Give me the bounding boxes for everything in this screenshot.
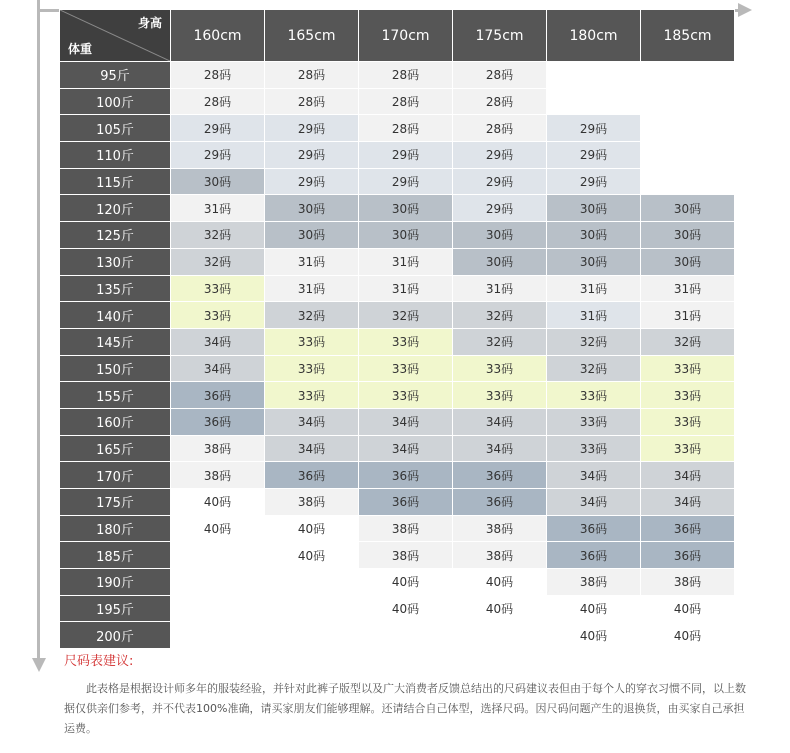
size-cell: 34码 — [641, 489, 735, 516]
table-row — [60, 515, 735, 542]
table-row — [60, 595, 735, 622]
size-cell: 28码 — [171, 88, 265, 115]
size-cell — [359, 622, 453, 649]
size-cell — [641, 115, 735, 142]
size-cell: 30码 — [359, 195, 453, 222]
size-cell: 34码 — [453, 408, 547, 435]
size-cell: 38码 — [453, 542, 547, 569]
size-cell: 32码 — [641, 328, 735, 355]
size-cell — [265, 569, 359, 596]
size-cell: 31码 — [547, 302, 641, 329]
height-axis-label: 身高 — [137, 16, 162, 30]
size-cell: 33码 — [453, 355, 547, 382]
table-row — [60, 88, 735, 115]
size-cell: 38码 — [547, 569, 641, 596]
size-cell: 31码 — [547, 275, 641, 302]
table-row — [60, 302, 735, 329]
table-row — [60, 275, 735, 302]
size-cell: 36码 — [359, 489, 453, 516]
size-cell: 40码 — [359, 595, 453, 622]
size-cell: 33码 — [641, 382, 735, 409]
size-cell: 40码 — [547, 595, 641, 622]
table-row — [60, 142, 735, 169]
size-cell: 33码 — [171, 302, 265, 329]
height-column-header: 180cm — [547, 10, 641, 62]
weight-row-header: 155斤 — [60, 382, 171, 409]
size-cell: 38码 — [171, 462, 265, 489]
weight-axis-label: 体重 — [68, 42, 93, 56]
table-row — [60, 489, 735, 516]
size-cell: 29码 — [547, 115, 641, 142]
header-row — [60, 10, 735, 62]
size-cell: 33码 — [359, 355, 453, 382]
weight-row-header: 105斤 — [60, 115, 171, 142]
weight-row-header: 130斤 — [60, 248, 171, 275]
size-cell: 36码 — [453, 462, 547, 489]
size-cell: 34码 — [453, 435, 547, 462]
size-advice-note — [64, 650, 754, 739]
size-cell: 28码 — [359, 88, 453, 115]
size-cell: 28码 — [453, 115, 547, 142]
size-cell: 31码 — [641, 275, 735, 302]
size-cell: 36码 — [641, 542, 735, 569]
size-cell: 33码 — [359, 382, 453, 409]
size-cell: 36码 — [265, 462, 359, 489]
weight-row-header: 160斤 — [60, 408, 171, 435]
size-cell: 31码 — [359, 275, 453, 302]
size-cell: 29码 — [453, 142, 547, 169]
size-cell: 29码 — [265, 142, 359, 169]
size-cell: 31码 — [453, 275, 547, 302]
height-column-header: 175cm — [453, 10, 547, 62]
table-row — [60, 62, 735, 89]
weight-row-header: 120斤 — [60, 195, 171, 222]
size-cell: 29码 — [265, 168, 359, 195]
weight-row-header: 200斤 — [60, 622, 171, 649]
size-cell: 28码 — [265, 88, 359, 115]
size-cell: 36码 — [359, 462, 453, 489]
size-cell: 30码 — [171, 168, 265, 195]
weight-row-header: 175斤 — [60, 489, 171, 516]
size-cell: 29码 — [171, 142, 265, 169]
size-cell: 38码 — [641, 569, 735, 596]
size-cell — [171, 542, 265, 569]
size-cell: 33码 — [641, 435, 735, 462]
weight-row-header: 150斤 — [60, 355, 171, 382]
size-cell: 34码 — [171, 328, 265, 355]
weight-row-header: 115斤 — [60, 168, 171, 195]
size-cell: 38码 — [453, 515, 547, 542]
size-cell — [641, 142, 735, 169]
size-cell: 33码 — [453, 382, 547, 409]
size-cell: 29码 — [359, 142, 453, 169]
size-cell: 40码 — [547, 622, 641, 649]
weight-row-header: 195斤 — [60, 595, 171, 622]
size-cell: 36码 — [547, 515, 641, 542]
size-cell: 31码 — [641, 302, 735, 329]
size-cell: 38码 — [265, 489, 359, 516]
size-cell: 38码 — [359, 542, 453, 569]
size-cell — [641, 62, 735, 89]
size-cell: 33码 — [641, 355, 735, 382]
size-cell — [641, 168, 735, 195]
size-cell: 29码 — [453, 195, 547, 222]
size-cell: 34码 — [171, 355, 265, 382]
size-cell: 29码 — [265, 115, 359, 142]
weight-row-header: 170斤 — [60, 462, 171, 489]
size-cell: 31码 — [171, 195, 265, 222]
weight-row-header: 95斤 — [60, 62, 171, 89]
note-body: 此表格是根据设计师多年的服装经验，并针对此裤子版型以及广大消费者反馈总结出的尺码建议表但由于每个人的穿衣习惯不同，以上数据仅供亲们参考，并不代表100%准确，请买家朋友们能够理解。还请结合自己体型，选择尺码。因尺码问题产生的退换货，由买家自己承担运费。 — [64, 682, 746, 735]
size-cell: 38码 — [359, 515, 453, 542]
size-cell: 33码 — [641, 408, 735, 435]
size-cell: 30码 — [547, 222, 641, 249]
weight-row-header: 140斤 — [60, 302, 171, 329]
size-cell: 29码 — [547, 168, 641, 195]
size-cell: 33码 — [547, 382, 641, 409]
size-cell — [265, 622, 359, 649]
size-cell: 31码 — [265, 275, 359, 302]
corner-header — [60, 10, 171, 62]
size-cell — [171, 622, 265, 649]
size-cell: 30码 — [547, 248, 641, 275]
size-cell: 28码 — [265, 62, 359, 89]
size-cell: 36码 — [171, 408, 265, 435]
size-cell: 30码 — [265, 195, 359, 222]
down-arrow-icon — [32, 658, 46, 672]
size-cell: 40码 — [641, 622, 735, 649]
size-cell — [265, 595, 359, 622]
table-row — [60, 542, 735, 569]
size-cell: 40码 — [265, 515, 359, 542]
table-row — [60, 222, 735, 249]
size-cell: 36码 — [641, 515, 735, 542]
size-cell: 36码 — [171, 382, 265, 409]
size-cell: 40码 — [171, 515, 265, 542]
size-cell: 40码 — [641, 595, 735, 622]
size-cell: 31码 — [265, 248, 359, 275]
weight-row-header: 180斤 — [60, 515, 171, 542]
size-chart-body — [60, 62, 735, 649]
size-cell: 28码 — [453, 88, 547, 115]
size-cell: 29码 — [359, 168, 453, 195]
size-cell: 38码 — [171, 435, 265, 462]
size-cell — [171, 595, 265, 622]
size-cell: 28码 — [359, 62, 453, 89]
size-chart-table — [59, 9, 735, 649]
size-cell: 40码 — [453, 595, 547, 622]
size-cell: 34码 — [265, 408, 359, 435]
size-cell: 33码 — [265, 355, 359, 382]
size-cell: 40码 — [453, 569, 547, 596]
size-cell: 33码 — [265, 382, 359, 409]
height-column-header: 170cm — [359, 10, 453, 62]
size-cell: 33码 — [171, 275, 265, 302]
size-cell: 34码 — [359, 408, 453, 435]
size-cell: 29码 — [453, 168, 547, 195]
size-cell: 34码 — [359, 435, 453, 462]
size-cell — [641, 88, 735, 115]
size-cell: 32码 — [171, 222, 265, 249]
weight-row-header: 110斤 — [60, 142, 171, 169]
table-row — [60, 115, 735, 142]
size-cell: 32码 — [547, 328, 641, 355]
size-cell — [453, 622, 547, 649]
size-cell: 33码 — [547, 435, 641, 462]
table-row — [60, 328, 735, 355]
size-cell: 33码 — [265, 328, 359, 355]
size-cell: 36码 — [547, 542, 641, 569]
size-cell: 30码 — [265, 222, 359, 249]
height-column-header: 185cm — [641, 10, 735, 62]
size-cell — [547, 62, 641, 89]
size-cell: 40码 — [265, 542, 359, 569]
size-cell: 34码 — [547, 489, 641, 516]
size-cell: 30码 — [453, 248, 547, 275]
table-row — [60, 462, 735, 489]
size-cell: 32码 — [547, 355, 641, 382]
size-cell: 34码 — [265, 435, 359, 462]
right-arrow-icon — [738, 3, 752, 17]
size-cell: 30码 — [359, 222, 453, 249]
table-row — [60, 622, 735, 649]
size-cell: 28码 — [171, 62, 265, 89]
size-cell: 29码 — [171, 115, 265, 142]
table-row — [60, 408, 735, 435]
vertical-arrow-line — [37, 0, 40, 660]
size-cell — [547, 88, 641, 115]
weight-row-header: 165斤 — [60, 435, 171, 462]
size-cell — [171, 569, 265, 596]
weight-row-header: 145斤 — [60, 328, 171, 355]
size-cell: 30码 — [641, 195, 735, 222]
size-cell: 29码 — [547, 142, 641, 169]
note-title: 尺码表建议: — [64, 654, 134, 669]
weight-row-header: 125斤 — [60, 222, 171, 249]
weight-row-header: 100斤 — [60, 88, 171, 115]
size-cell: 34码 — [641, 462, 735, 489]
table-row — [60, 382, 735, 409]
table-row — [60, 569, 735, 596]
size-cell: 28码 — [453, 62, 547, 89]
size-cell: 36码 — [453, 489, 547, 516]
table-row — [60, 248, 735, 275]
size-cell: 40码 — [359, 569, 453, 596]
size-cell: 34码 — [547, 462, 641, 489]
table-row — [60, 195, 735, 222]
table-row — [60, 168, 735, 195]
size-cell: 32码 — [359, 302, 453, 329]
table-row — [60, 355, 735, 382]
table-row — [60, 435, 735, 462]
height-column-header: 160cm — [171, 10, 265, 62]
size-cell: 30码 — [641, 248, 735, 275]
weight-row-header: 135斤 — [60, 275, 171, 302]
size-cell: 31码 — [359, 248, 453, 275]
size-cell: 30码 — [641, 222, 735, 249]
weight-row-header: 185斤 — [60, 542, 171, 569]
size-cell: 32码 — [171, 248, 265, 275]
size-cell: 28码 — [359, 115, 453, 142]
size-cell: 32码 — [453, 328, 547, 355]
size-cell: 32码 — [453, 302, 547, 329]
size-cell: 30码 — [547, 195, 641, 222]
weight-row-header: 190斤 — [60, 569, 171, 596]
size-cell: 30码 — [453, 222, 547, 249]
size-cell: 32码 — [265, 302, 359, 329]
size-cell: 40码 — [171, 489, 265, 516]
height-column-header: 165cm — [265, 10, 359, 62]
size-cell: 33码 — [359, 328, 453, 355]
size-cell: 33码 — [547, 408, 641, 435]
